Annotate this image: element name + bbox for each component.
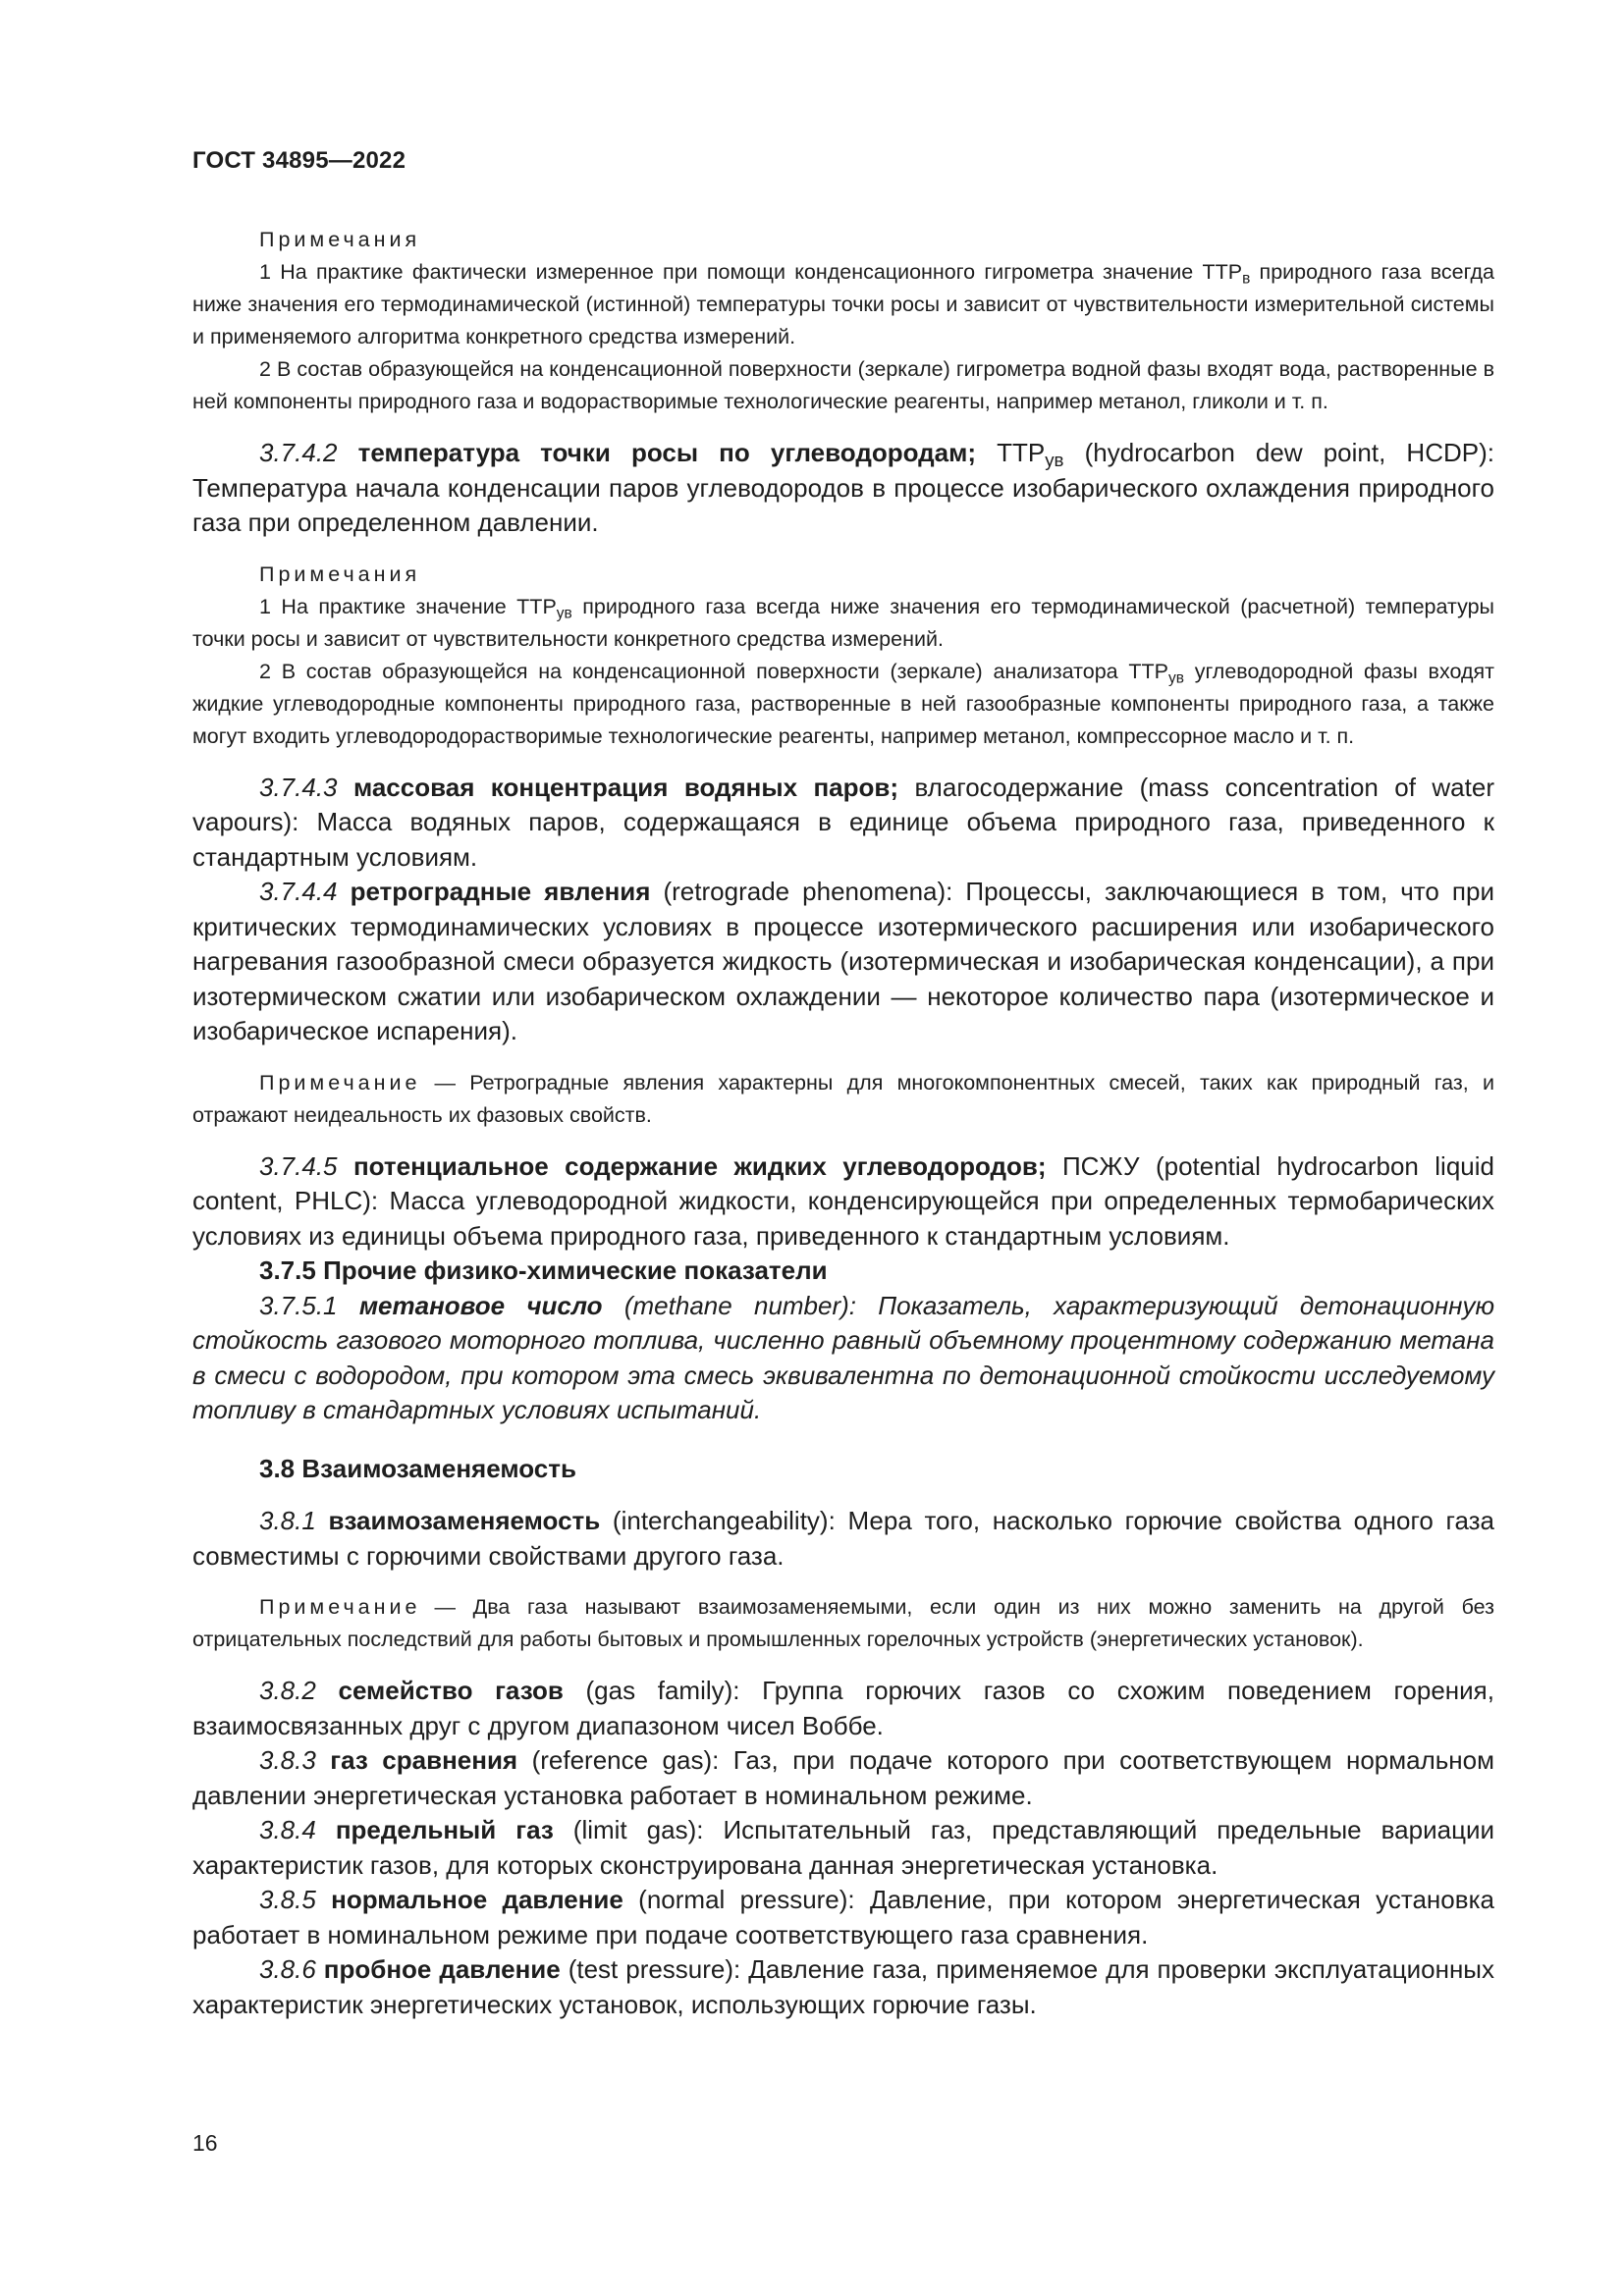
term-definition: 3.7.4.5 потенциальное содержание жидких углеводородов; ПСЖУ (potential hydrocarbon liquid content, PHLC): Масса углеводородной жидкости, конденсирующейся при определенных термобарических условиях из единицы объема природного газа, приведенного к стандартным условиям. xyxy=(192,1150,1494,1251)
note-item: 2 В состав образующейся на конденсационной поверхности (зеркале) гигрометра водной фазы входят вода, растворенные в ней компоненты природного газа и водорастворимые технологические реагенты, например метанол, гликоли и т. п. xyxy=(192,357,1494,413)
note-item: Примечание — Два газа называют взаимозаменяемыми, если один из них можно заменить на другой без отрицательных последствий для работы бытовых и промышленных горелочных устройств (энергетических установок). xyxy=(192,1595,1494,1651)
section-heading: 3.8 Взаимозаменяемость xyxy=(259,1453,576,1483)
term-definition: 3.7.4.3 массовая концентрация водяных паров; влагосодержание (mass concentration of water vapours): Масса водяных паров, содержащаяся в единице объема природного газа, приведенного к стандартным условиям. xyxy=(192,772,1494,872)
notes-heading: Примечания xyxy=(259,228,421,251)
term-definition: 3.8.2 семейство газов (gas family): Группа горючих газов со схожим поведением горения, взаимосвязанных друг с другом диапазоном чисел Воббе. xyxy=(192,1676,1494,1740)
term-definition: 3.8.6 пробное давление (test pressure): Давление газа, применяемое для проверки эксплуатационных характеристик энергетических установок, использующих горючие газы. xyxy=(192,1954,1494,2019)
note-item: Примечание — Ретроградные явления характерны для многокомпонентных смесей, таких как природный газ, и отражают неидеальность их фазовых свойств. xyxy=(192,1070,1494,1127)
notes-heading: Примечания xyxy=(259,561,421,586)
term-definition: 3.8.5 нормальное давление (normal pressure): Давление, при котором энергетическая установка работает в номинальном режиме при подаче соответствующего газа сравнения. xyxy=(192,1885,1494,1949)
note-item: 2 В состав образующейся на конденсационной поверхности (зеркале) анализатора $ТТР_{ув}$ углеводородной фазы входят жидкие углеводородные компоненты природного газа, растворенные в ней газообразные компоненты природного газа, а также могут входить углеводородорастворимые технологические реагенты, например метанол, компрессорное масло и т. п. xyxy=(192,659,1494,748)
term-definition: 3.8.1 взаимозаменяемость (interchangeability): Мера того, насколько горючие свойства одного газа совместимы с горючими свойствами другого газа. xyxy=(192,1506,1494,1571)
section-heading: 3.7.5 Прочие физико-химические показатели xyxy=(259,1255,828,1285)
document-header: ГОСТ 34895—2022 xyxy=(192,147,406,174)
note-item: 1 На практике фактически измеренное при помощи конденсационного гигрометра значение $ТТР_в$ природного газа всегда ниже значения его термодинамической (истинной) температуры точки росы и зависит от чувствительности измерительной системы и применяемого алгоритма конкретного средства измерений. xyxy=(192,260,1494,348)
note-item: 1 На практике значение $ТТР_{ув}$ природного газа всегда ниже значения его термодинамической (расчетной) температуры точки росы и зависит от чувствительности конкретного средства измерений. xyxy=(192,594,1495,651)
term-definition: 3.8.3 газ сравнения (reference gas): Газ, при подаче которого при соответствующем нормальном давлении энергетическая установка работает в номинальном режиме. xyxy=(192,1745,1494,1810)
term-definition: 3.7.5.1 метановое число (methane number): Показатель, характеризующий детонационную стойкость газового моторного топлива, численно равный объемному процентному содержанию метана в смеси с водородом, при котором эта смесь эквивалентна по детонационной стойкости исследуемому топливу в стандартных условиях испытаний. xyxy=(192,1290,1494,1424)
term-definition: 3.7.4.4 ретроградные явления (retrograde phenomena): Процессы, заключающиеся в том, что при критических термодинамических условиях в процессе изотермического расширения или изобарического нагревания газообразной смеси образуется жидкость (изотермическая и изобарическая конденсации), а при изотермическом сжатии или изобарическом охлаждении — некоторое количество пара (изотермическое и изобарическое испарения). xyxy=(192,877,1494,1045)
term-definition: 3.8.4 предельный газ (limit gas): Испытательный газ, представляющий предельные вариации характеристик газов, для которых сконструирована данная энергетическая установка. xyxy=(192,1815,1495,1880)
term-definition: 3.7.4.2 температура точки росы по углеводородам; $ТТР_{ув}$ (hydrocarbon dew point, HCDP): Температура начала конденсации паров углеводородов в процессе изобарического охлаждения природного газа при определенном давлении. xyxy=(192,438,1494,537)
page-number: 16 xyxy=(192,2130,218,2156)
document-body xyxy=(192,224,1494,2022)
